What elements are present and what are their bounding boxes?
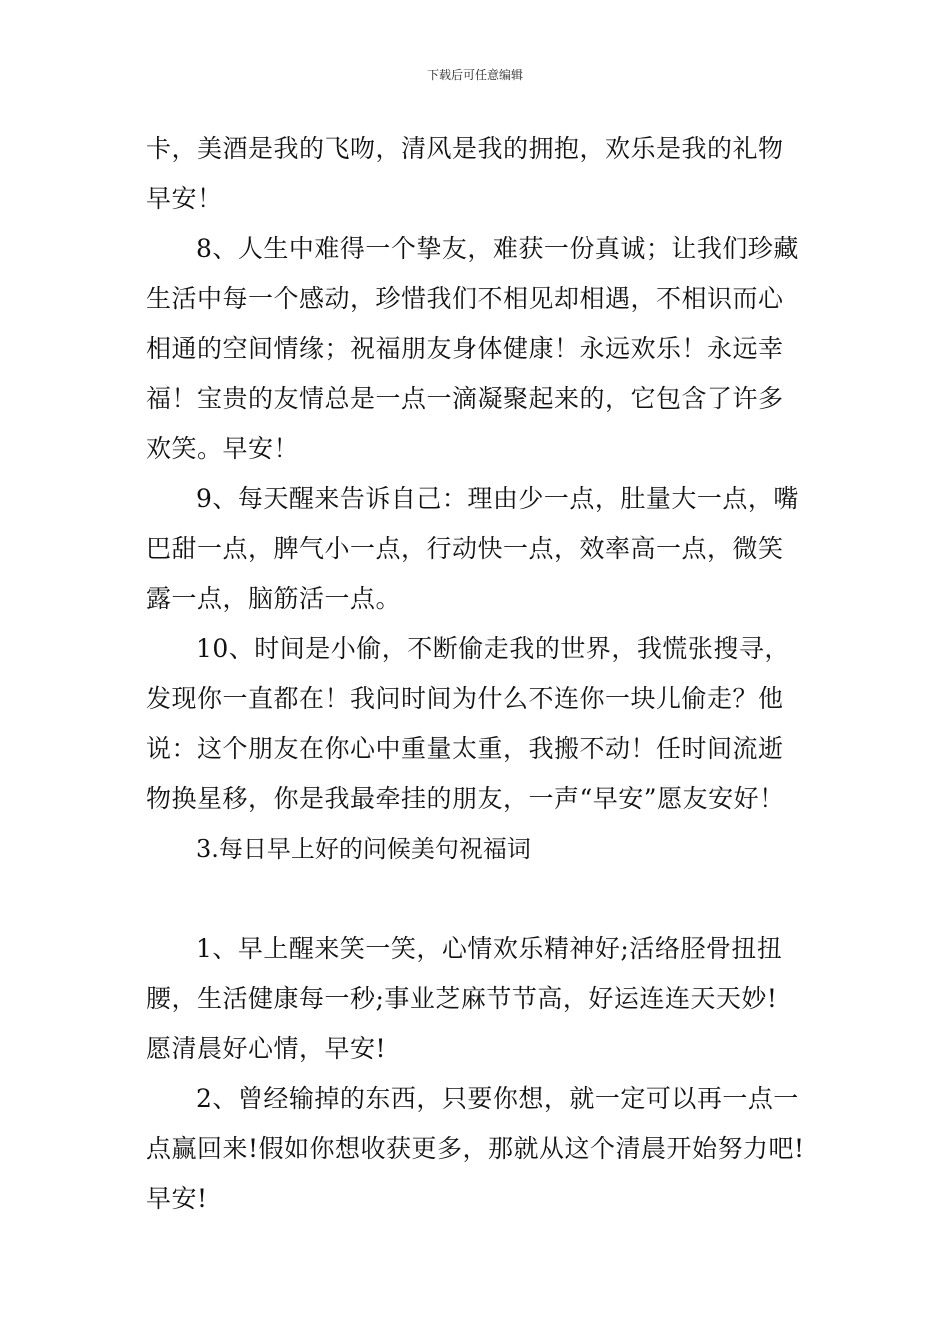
text-line: 欢笑。早安！ xyxy=(146,434,300,463)
text-line: 腰，生活健康每一秒;事业芝麻节节高，好运连连天天妙! xyxy=(146,984,778,1013)
text-line: 物换星移，你是我最牵挂的朋友，一声“早安”愿友安好！ xyxy=(146,784,785,813)
text-line: 露一点，脑筋活一点。 xyxy=(146,584,402,613)
text-line: 福！宝贵的友情总是一点一滴凝聚起来的，它包含了许多 xyxy=(146,384,784,413)
text-line: 早安！ xyxy=(146,184,223,213)
text-line: 相通的空间情缘；祝福朋友身体健康！永远欢乐！永远幸 xyxy=(146,334,784,363)
paragraph-10-first-line: 10、时间是小偷，不断偷走我的世界，我慌张搜寻， xyxy=(196,634,790,663)
paragraph-2-first-line: 2、曾经输掉的东西，只要你想，就一定可以再一点一 xyxy=(196,1084,799,1113)
section-heading: 3.每日早上好的问候美句祝福词 xyxy=(196,835,531,863)
text-line: 巴甜一点，脾气小一点，行动快一点，效率高一点，微笑 xyxy=(146,534,784,563)
paragraph-1-first-line: 1、早上醒来笑一笑，心情欢乐精神好;活络胫骨扭扭 xyxy=(196,934,783,963)
text-line: 说：这个朋友在你心中重量太重，我搬不动！任时间流逝 xyxy=(146,734,784,763)
paragraph-8-first-line: 8、人生中难得一个挚友，难获一份真诚；让我们珍藏 xyxy=(196,234,799,263)
text-line: 发现你一直都在！我问时间为什么不连你一块儿偷走？他 xyxy=(146,684,784,713)
page-header: 下载后可任意编辑 xyxy=(426,68,523,82)
text-line: 愿清晨好心情，早安! xyxy=(146,1034,387,1063)
text-line: 生活中每一个感动，珍惜我们不相见却相遇，不相识而心 xyxy=(146,284,784,313)
paragraph-9-first-line: 9、每天醒来告诉自己：理由少一点，肚量大一点，嘴 xyxy=(196,484,799,513)
text-line: 卡，美酒是我的飞吻，清风是我的拥抱，欢乐是我的礼物 xyxy=(146,134,784,163)
text-line: 早安! xyxy=(146,1184,208,1213)
text-line: 点赢回来!假如你想收获更多，那就从这个清晨开始努力吧! xyxy=(146,1134,805,1163)
